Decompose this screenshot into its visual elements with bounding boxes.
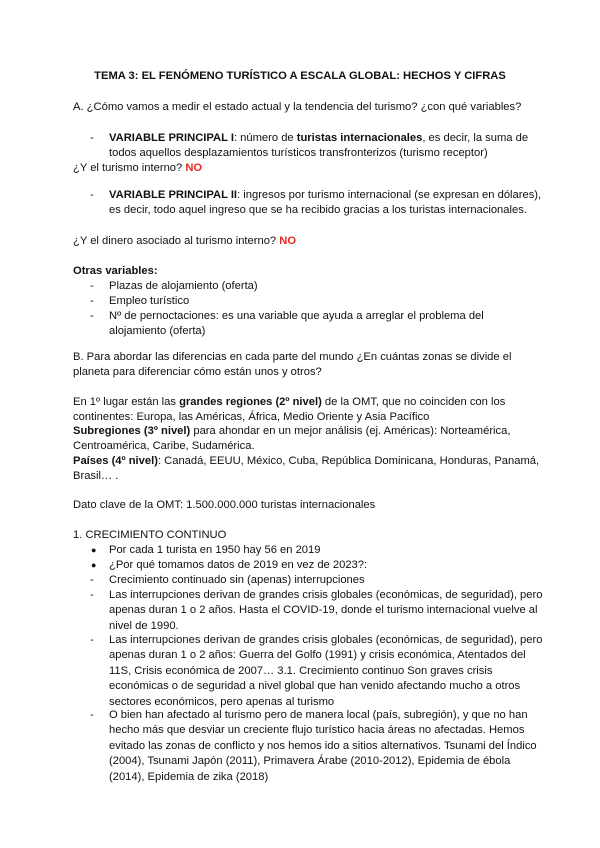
section-a-question: A. ¿Cómo vamos a medir el estado actual y la tendencia del turismo? ¿con qué variables? xyxy=(73,101,522,113)
dash-marker: - xyxy=(90,189,94,201)
bullet-marker: ● xyxy=(91,560,97,570)
bullet-marker: ● xyxy=(91,545,97,555)
dash-marker: - xyxy=(90,280,94,292)
otras-variables-heading: Otras variables: xyxy=(73,265,158,277)
crecimiento-heading: 1. CRECIMIENTO CONTINUO xyxy=(73,529,227,541)
dash-marker: - xyxy=(90,574,94,586)
paises-paragraph: Países (4º nivel): Canadá, EEUU, México, Cuba, República Dominicana, Honduras, Panamá, Brasil… . xyxy=(73,455,540,483)
dash-marker: - xyxy=(90,589,94,601)
list-item: Crecimiento continuado sin (apenas) interrupciones xyxy=(109,574,365,586)
list-item: ¿Por qué tomamos datos de 2019 en vez de 2023?: xyxy=(109,559,368,571)
list-item: O bien han afectado al turismo pero de manera local (país, subregión), y que no han hecho más que desviar un creciente flujo turístico hacia áreas no afectadas. Hemos evitado las zonas de conflicto y nos hemos ido a sitios alternativos. Tsunami del Índico (2004), Tsunami Japón (2011), Primavera Árabe (2010-2012), Epidemia de ébola (2014), Epidemia de zika (2018) xyxy=(109,709,537,783)
list-item: Plazas de alojamiento (oferta) xyxy=(109,280,258,292)
list-item: Empleo turístico xyxy=(109,295,190,307)
turistas-internacionales-term: turistas internacionales xyxy=(296,132,423,144)
list-item: Las interrupciones derivan de grandes crisis globales (económicas, de seguridad), pero apenas duran 1 o 2 años: Guerra del Golfo (1991) y crisis económica, Atentados del 11S, Crisis económica de 2007… 3.1. Crecimiento continuo Son graves crisis económicas o de seguridad a nivel global que han venido afectando mucho a otros sectores económicos, pero apenas al turismo xyxy=(109,634,543,708)
list-item: Las interrupciones derivan de grandes crisis globales (económicas, de seguridad), pero apenas duran 1 o 2 años. Hasta el COVID-19, donde el turismo internacional vuelve al nivel de 1990. xyxy=(109,589,543,632)
grandes-regiones-paragraph: En 1º lugar están las grandes regiones (2º nivel) de la OMT, que no coinciden con los continentes: Europa, las Américas, África, Medio Oriente y Asia Pacífico xyxy=(73,396,506,424)
variable-principal-2: VARIABLE PRINCIPAL II: ingresos por turismo internacional (se expresan en dólares), es decir, todo aquel ingreso que se ha recibido gracias a los turistas internacionales. xyxy=(109,189,542,217)
document-title: TEMA 3: EL FENÓMENO TURÍSTICO A ESCALA GLOBAL: HECHOS Y CIFRAS xyxy=(94,70,506,82)
list-item: Nº de pernoctaciones: es una variable que ayuda a arreglar el problema del alojamiento (oferta) xyxy=(109,310,484,338)
dash-marker: - xyxy=(90,132,94,144)
variable-1-label: VARIABLE PRINCIPAL I xyxy=(109,132,234,144)
dash-marker: - xyxy=(90,634,94,646)
list-item: Por cada 1 turista en 1950 hay 56 en 2019 xyxy=(109,544,321,556)
dash-marker: - xyxy=(90,295,94,307)
dato-clave: Dato clave de la OMT: 1.500.000.000 turistas internacionales xyxy=(73,499,376,511)
dash-marker: - xyxy=(90,310,94,322)
variable-2-label: VARIABLE PRINCIPAL II xyxy=(109,189,238,201)
question-turismo-interno: ¿Y el turismo interno? NO xyxy=(73,162,203,174)
answer-no: NO xyxy=(279,235,297,247)
subregiones-paragraph: Subregiones (3º nivel) para ahondar en un mejor análisis (ej. Américas): Norteamérica, Centroamérica, Caribe, Sudamérica. xyxy=(73,425,511,453)
dash-marker: - xyxy=(90,709,94,721)
answer-no: NO xyxy=(185,162,203,174)
section-b-question: B. Para abordar las diferencias en cada parte del mundo ¿En cuántas zonas se divide el planeta para diferenciar cómo están unos y otros? xyxy=(73,351,512,379)
variable-principal-1: VARIABLE PRINCIPAL I: número de turistas internacionales, es decir, la suma de todos aquellos desplazamientos turísticos transfronterizos (turismo receptor) xyxy=(109,132,529,160)
question-dinero-interno: ¿Y el dinero asociado al turismo interno? NO xyxy=(73,235,297,247)
